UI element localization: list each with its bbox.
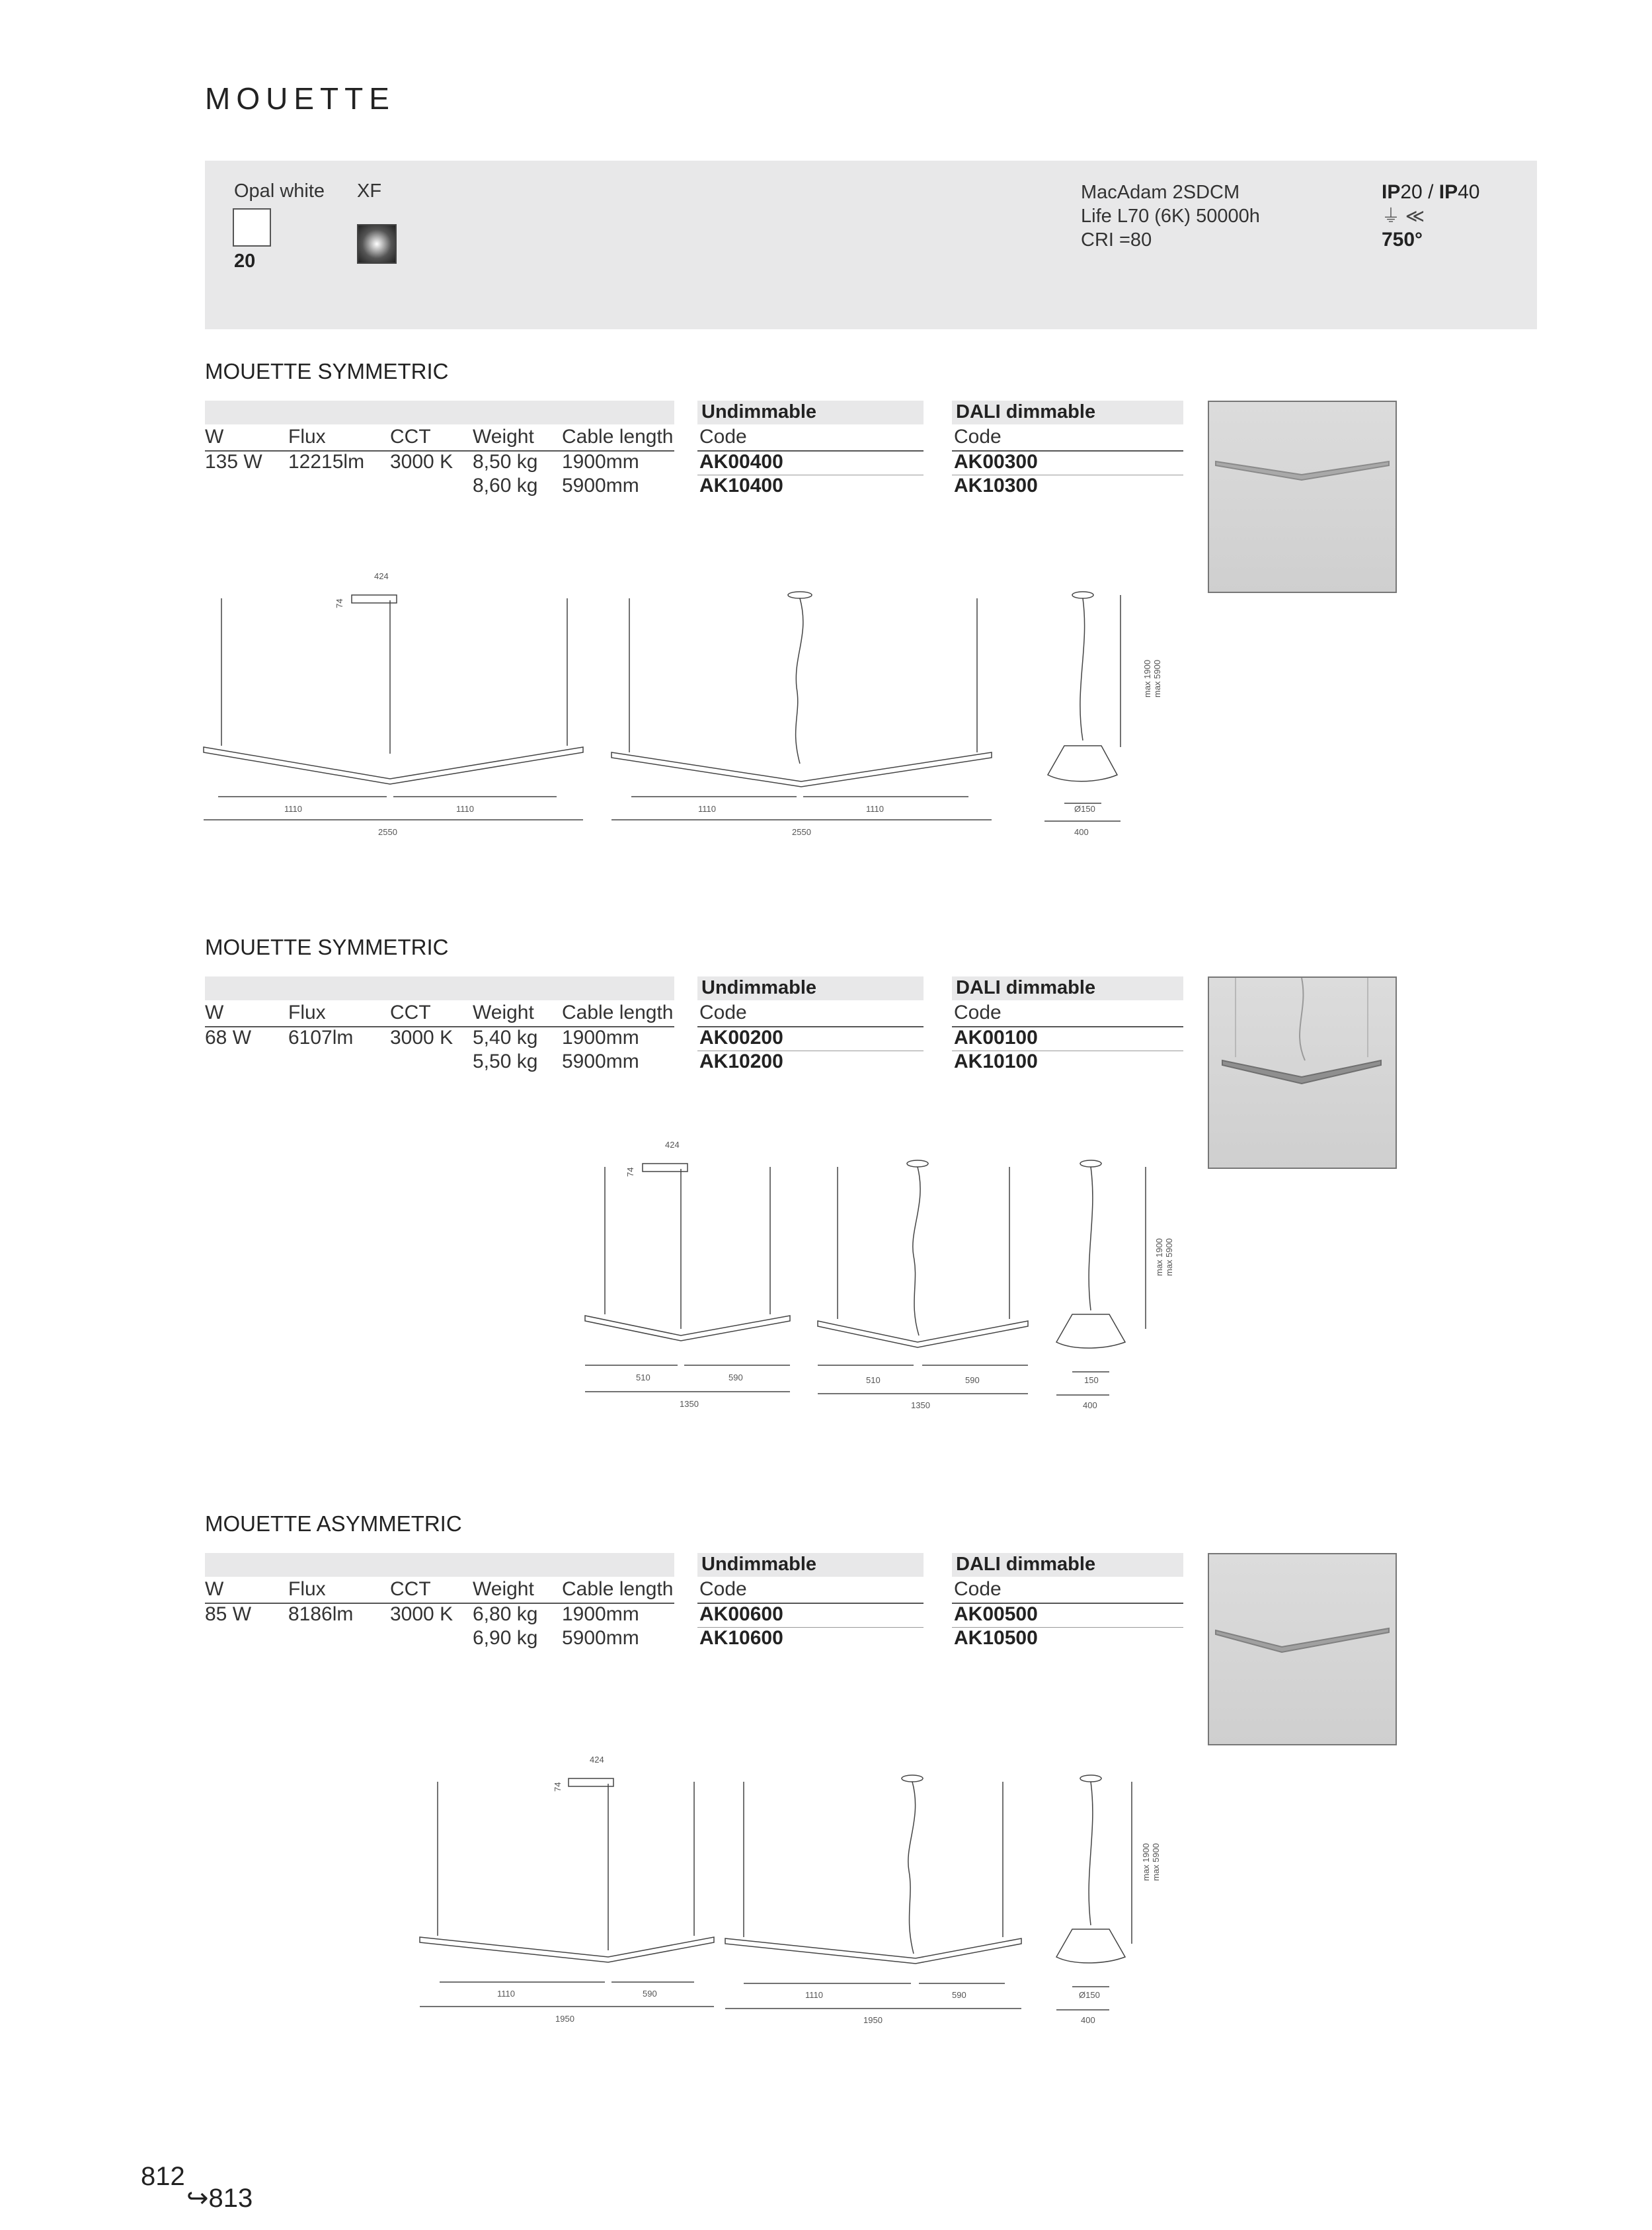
col-cct: CCT (390, 426, 431, 448)
dim-right-b: 1110 (866, 804, 884, 814)
col-flux: Flux (288, 426, 326, 448)
finish-code: 20 (234, 251, 256, 272)
undimmable-header: Undimmable (697, 1553, 924, 1577)
col-w: W (205, 426, 224, 448)
dim-width: 400 (1074, 827, 1089, 837)
dim-total-b: 1950 (863, 2015, 883, 2025)
dim-height: 74 (334, 598, 344, 608)
section-title: MOUETTE SYMMETRIC (205, 935, 449, 959)
row1-flux: 12215lm (288, 451, 365, 473)
row2-weight: 8,60 kg (473, 475, 538, 497)
dim-dia: Ø150 (1079, 1990, 1100, 2000)
col-w: W (205, 1578, 224, 1600)
dim-width: 400 (1081, 2015, 1095, 2025)
dim-total: 1350 (680, 1399, 699, 1409)
ip-rating (1382, 180, 1479, 252)
xf-optic-swatch (357, 224, 397, 264)
col-cable: Cable length (562, 1578, 674, 1600)
ip-back-value: 40 (1458, 181, 1480, 203)
dim-height: 74 (553, 1782, 563, 1792)
dali-header: DALI dimmable (952, 401, 1183, 424)
product-photo-svg (1209, 978, 1396, 1168)
dali-header: DALI dimmable (952, 1553, 1183, 1577)
col-flux: Flux (288, 1578, 326, 1600)
col-w: W (205, 1002, 224, 1023)
row2-cable: 5900mm (562, 1627, 639, 1649)
row1-cct: 3000 K (390, 1027, 453, 1049)
row2-dali-code: AK10500 (954, 1627, 1038, 1649)
spec-list (1081, 180, 1260, 252)
finish-label: Opal white (234, 180, 325, 202)
table-header-bar (205, 976, 674, 1000)
row2-undim-code: AK10600 (699, 1627, 783, 1649)
dim-right: 1110 (456, 804, 474, 814)
dim-left: 1110 (497, 1989, 515, 1999)
dim-max1: max 1900 (1154, 1238, 1164, 1276)
spec-macadam: MacAdam 2SDCM (1081, 182, 1240, 203)
col-weight: Weight (473, 1578, 534, 1600)
dim-max2: max 5900 (1152, 659, 1162, 697)
col-cct: CCT (390, 1578, 431, 1600)
dim-dia: 150 (1084, 1375, 1099, 1385)
product-table (205, 401, 1183, 506)
dim-left: 510 (636, 1373, 650, 1382)
technical-drawing-3 (410, 1752, 1190, 2030)
product-photo-svg (1209, 402, 1396, 592)
product-table (205, 976, 1183, 1082)
section-title: MOUETTE SYMMETRIC (205, 359, 449, 383)
next-page-link[interactable] (186, 2183, 253, 2213)
technical-drawing-2 (575, 1137, 1183, 1415)
page-title: MOUETTE (205, 81, 395, 116)
spec-life: Life L70 (6K) 50000h (1081, 206, 1260, 227)
col-code-undim: Code (699, 426, 747, 448)
dim-left-b: 1110 (698, 804, 716, 814)
dim-left: 1110 (284, 804, 302, 814)
row2-cable: 5900mm (562, 1051, 639, 1072)
product-photo (1208, 976, 1397, 1169)
ip-back-prefix: IP (1438, 181, 1458, 203)
row1-flux: 6107lm (288, 1027, 354, 1049)
class-icons: ⏚ ≪ (1382, 206, 1425, 226)
undimmable-header: Undimmable (697, 976, 924, 1000)
row1-undim-code: AK00400 (699, 451, 783, 473)
technical-drawing-1 (198, 569, 1190, 846)
dim-top: 424 (590, 1755, 604, 1765)
ip-separator: / (1422, 181, 1439, 203)
section-title: MOUETTE ASYMMETRIC (205, 1511, 462, 1536)
dim-right: 590 (728, 1373, 743, 1382)
dim-top: 424 (665, 1140, 680, 1150)
dim-top: 424 (374, 571, 389, 581)
row2-dali-code: AK10300 (954, 475, 1038, 497)
row1-cable: 1900mm (562, 1603, 639, 1625)
row1-flux: 8186lm (288, 1603, 354, 1625)
product-info-box (205, 161, 1537, 329)
opal-white-swatch (233, 208, 271, 247)
dim-dia: Ø150 (1074, 804, 1095, 814)
dim-max2: max 5900 (1151, 1843, 1161, 1881)
row2-undim-code: AK10200 (699, 1051, 783, 1072)
row2-cable: 5900mm (562, 475, 639, 497)
row1-cable: 1900mm (562, 451, 639, 473)
dim-total-b: 1350 (911, 1400, 930, 1410)
col-code-dali: Code (954, 426, 1002, 448)
row2-dali-code: AK10100 (954, 1051, 1038, 1072)
row1-cct: 3000 K (390, 1603, 453, 1625)
product-photo-svg (1209, 1554, 1396, 1744)
undimmable-header: Undimmable (697, 401, 924, 424)
row2-weight: 6,90 kg (473, 1627, 538, 1649)
row1-undim-code: AK00200 (699, 1027, 783, 1049)
col-code-dali: Code (954, 1578, 1002, 1600)
row1-w: 85 W (205, 1603, 252, 1625)
col-weight: Weight (473, 426, 534, 448)
ip-front-prefix: IP (1382, 181, 1401, 203)
row1-weight: 8,50 kg (473, 451, 538, 473)
table-header-bar (205, 1553, 674, 1577)
dim-right-b: 590 (965, 1375, 980, 1385)
col-code-undim: Code (699, 1578, 747, 1600)
row1-undim-code: AK00600 (699, 1603, 783, 1625)
optic-label: XF (357, 180, 382, 202)
dim-right-b: 590 (952, 1990, 966, 2000)
dim-total: 2550 (378, 827, 397, 837)
next-page-number: 813 (208, 2184, 253, 2213)
dim-width: 400 (1083, 1400, 1097, 1410)
row1-w: 135 W (205, 451, 262, 473)
col-cable: Cable length (562, 1002, 674, 1023)
row1-cable: 1900mm (562, 1027, 639, 1049)
row1-w: 68 W (205, 1027, 252, 1049)
row2-undim-code: AK10400 (699, 475, 783, 497)
dim-right: 590 (643, 1989, 657, 1999)
dim-max2: max 5900 (1164, 1238, 1174, 1276)
row1-weight: 5,40 kg (473, 1027, 538, 1049)
row1-cct: 3000 K (390, 451, 453, 473)
table-header-bar (205, 401, 674, 424)
dim-max1: max 1900 (1141, 1843, 1151, 1881)
dim-left-b: 1110 (805, 1990, 823, 2000)
col-code-dali: Code (954, 1002, 1002, 1023)
spec-cri: CRI =80 (1081, 229, 1152, 251)
glow-wire-temp: 750° (1382, 229, 1423, 251)
dim-max1: max 1900 (1142, 659, 1152, 697)
col-cct: CCT (390, 1002, 431, 1023)
ip-front-value: 20 (1400, 181, 1423, 203)
row2-weight: 5,50 kg (473, 1051, 538, 1072)
col-flux: Flux (288, 1002, 326, 1023)
product-table (205, 1553, 1183, 1659)
row1-weight: 6,80 kg (473, 1603, 538, 1625)
row1-dali-code: AK00500 (954, 1603, 1038, 1625)
dim-left-b: 510 (866, 1375, 881, 1385)
dali-header: DALI dimmable (952, 976, 1183, 1000)
dim-total-b: 2550 (792, 827, 811, 837)
arrow-icon: ↪ (186, 2184, 209, 2213)
col-cable: Cable length (562, 426, 674, 448)
col-code-undim: Code (699, 1002, 747, 1023)
row1-dali-code: AK00300 (954, 451, 1038, 473)
product-photo (1208, 401, 1397, 593)
dim-total: 1950 (555, 2014, 574, 2024)
row1-dali-code: AK00100 (954, 1027, 1038, 1049)
product-photo (1208, 1553, 1397, 1745)
dim-height: 74 (625, 1167, 635, 1177)
page-number: 812 (141, 2162, 185, 2191)
col-weight: Weight (473, 1002, 534, 1023)
